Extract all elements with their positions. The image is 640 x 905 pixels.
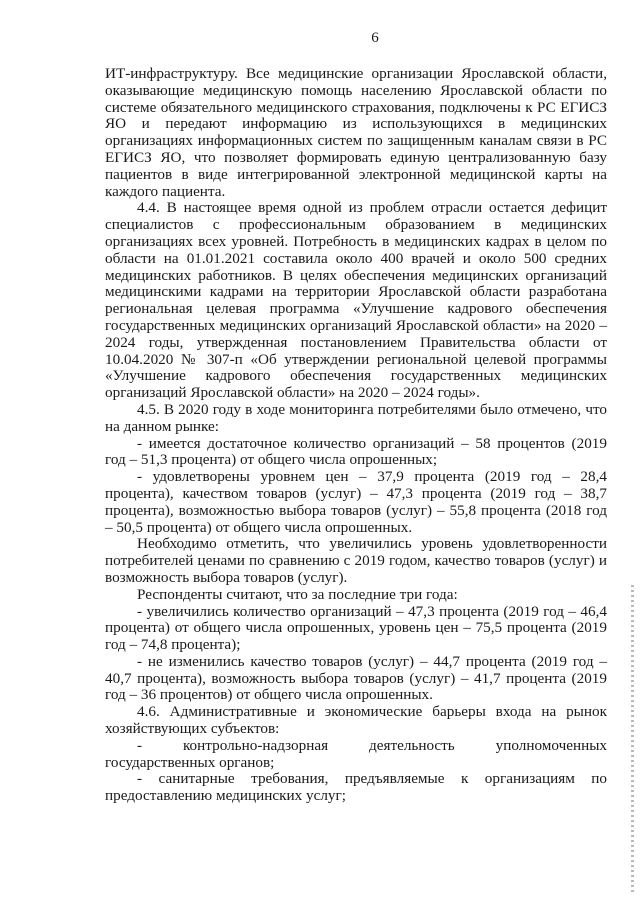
list-item-satisfied-prices: - удовлетворены уровнем цен – 37,9 процента (2019 год – 28,4 процента), качеством товаров (услуг) – 47,3 процента (2019 год – 38,7 процента), возможностью выбора товаров (услуг) – 55,8 процента (2018 год – 50,5 процента) от общего числа опрошенных. (105, 468, 607, 536)
list-item-supervision: - контрольно-надзорная деятельность уполномоченных государственных органов; (105, 736, 607, 771)
document-body (105, 66, 607, 805)
paragraph-4-4-staffing: 4.4. В настоящее время одной из проблем отрасли остается дефицит специалистов с профессиональным образованием в медицинских организациях всех уровней. Потребность в медицинских кадрах в целом по области на 01.01.2021 составила около 400 врачей и около 500 средних медицинских работников. В целях обеспечения медицинских организаций медицинскими кадрами на территории Ярославской области разработана региональная целевая программа «Улучшение кадрового обеспечения государственных медицинских организаций Ярославской области» на 2020 – 2024 годы, утвержденная постановлением Правительства области от 10.04.2020 № 307-п «Об утверждении региональной целевой программы «Улучшение кадрового обеспечения государственных медицинских организаций Ярославской области» на 2020 – 2024 годы». (105, 199, 607, 402)
paragraph-it-infrastructure: ИТ-инфраструктуру. Все медицинские организации Ярославской области, оказывающие медицинскую помощь населению Ярославской области по системе обязательного медицинского страхования, подключены к РС ЕГИСЗ ЯО и передают информацию из использующихся в медицинских организациях информационных систем по защищенным каналам связи в РС ЕГИСЗ ЯО, что позволяет формировать единую централизованную базу пациентов в виде интегрированной электронной медицинской карты на каждого пациента. (105, 65, 607, 200)
list-item-sanitary: - санитарные требования, предъявляемые к организациям по предоставлению медицинских услуг; (105, 770, 607, 805)
paragraph-4-5-monitoring: 4.5. В 2020 году в ходе мониторинга потребителями было отмечено, что на данном рынке: (105, 400, 607, 435)
list-item-unchanged: - не изменились качество товаров (услуг) – 44,7 процента (2019 год – 40,7 процента), возможность выбора товаров (услуг) – 41,7 процента (2019 год – 36 процентов) от общего числа опрошенных. (105, 652, 607, 704)
page-number: 6 (371, 30, 379, 46)
paragraph-respondents: Респонденты считают, что за последние три года: (137, 585, 458, 603)
paragraph-4-6-barriers: 4.6. Административные и экономические барьеры входа на рынок хозяйствующих субъектов: (105, 703, 607, 738)
list-item-increased: - увеличились количество организаций – 47,3 процента (2019 год – 46,4 процента) от общего числа опрошенных, уровень цен – 75,5 процента (2019 год – 74,8 процента); (105, 602, 607, 654)
list-item-sufficient-organizations: - имеется достаточное количество организаций – 58 процентов (2019 год – 51,3 процента) от общего числа опрошенных; (105, 434, 607, 469)
paragraph-satisfaction-increase: Необходимо отметить, что увеличились уровень удовлетворенности потребителей ценами по сравнению с 2019 годом, качество товаров (услуг) и возможность выбора товаров (услуг). (105, 535, 607, 586)
scan-edge-marks (631, 585, 634, 895)
